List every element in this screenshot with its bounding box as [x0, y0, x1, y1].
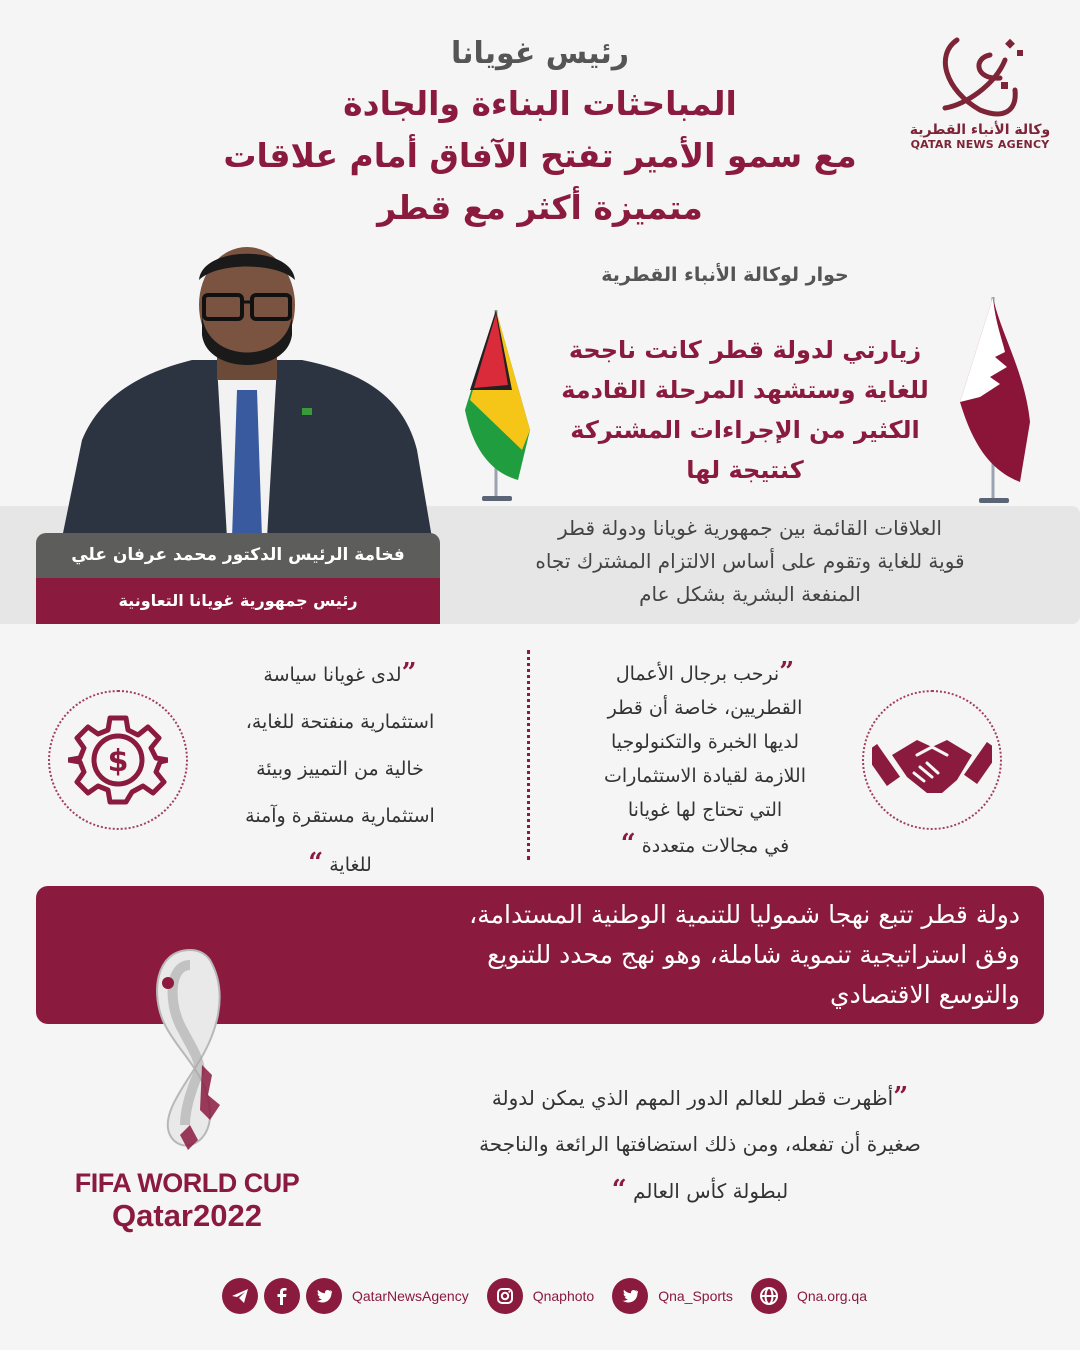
name-card [36, 533, 440, 624]
quote-line: أظهرت قطر للعالم الدور المهم الذي يمكن لدولة [491, 1086, 894, 1110]
fifa-world-cup-emblem [140, 945, 240, 1169]
business-quote [555, 655, 855, 863]
quote-close-mark: “ [620, 829, 636, 859]
quote-line: التي تحتاج لها غويانا [627, 799, 783, 821]
handshake-icon-circle [862, 690, 1002, 830]
instagram-icon[interactable] [487, 1278, 523, 1314]
twitter-icon[interactable] [612, 1278, 648, 1314]
quote-line: لديها الخبرة والتكنولوجيا [610, 731, 800, 753]
guyana-flag [460, 300, 540, 509]
quote-line: صغيرة أن تفعله، ومن ذلك استضافتها الرائعة والناجحة [479, 1132, 921, 1156]
relations-text [450, 512, 1050, 611]
gear-dollar-icon-circle [48, 690, 188, 830]
main-quote-line: زيارتي لدولة قطر كانت ناجحة [568, 336, 922, 364]
relations-line: المنفعة البشرية بشكل عام [639, 582, 861, 606]
headline-kicker: رئيس غويانا [451, 36, 629, 71]
quote-line: استثمارية منفتحة للغاية، [245, 711, 435, 733]
quote-line: للغاية [329, 854, 372, 876]
quote-open-mark: ” [401, 658, 417, 688]
facebook-icon[interactable] [264, 1278, 300, 1314]
gear-dollar-icon [68, 710, 168, 810]
qna-emblem-icon [935, 30, 1025, 120]
instagram-handle-label[interactable]: Qnaphoto [532, 1288, 595, 1304]
main-quote [545, 330, 945, 490]
telegram-icon[interactable] [222, 1278, 258, 1314]
interview-label: حوار لوكالة الأنباء القطرية [601, 264, 849, 286]
sports-handle-label[interactable]: Qna_Sports [658, 1288, 733, 1304]
headline-line-3: متميزة أكثر مع قطر [377, 188, 703, 227]
president-name: فخامة الرئيس الدكتور محمد عرفان علي [36, 533, 440, 578]
headline [180, 30, 900, 234]
investment-quote [205, 650, 475, 889]
quote-line: لبطولة كأس العالم [633, 1179, 789, 1203]
main-quote-line: الكثير من الإجراءات المشتركة [570, 416, 920, 444]
banner-line: وفق استراتيجية تنموية شاملة، وهو نهج محدد للتنويع [487, 940, 1020, 969]
svg-text:$: $ [107, 744, 129, 779]
logo-english-name: QATAR NEWS AGENCY [910, 138, 1050, 151]
quote-open-mark: ” [893, 1082, 909, 1112]
fifa-line-1: FIFA WORLD CUP [74, 1168, 300, 1198]
twitter-icon[interactable] [306, 1278, 342, 1314]
main-quote-line: كنتيجة لها [686, 456, 804, 484]
website-label[interactable]: Qna.org.qa [796, 1288, 867, 1304]
quote-line: نرحب برجال الأعمال [615, 663, 780, 685]
qna-logo [905, 30, 1055, 151]
quote-line: القطريين، خاصة أن قطر [607, 697, 803, 719]
headline-line-1: المباحثات البناءة والجادة [343, 84, 737, 123]
quote-line: اللازمة لقيادة الاستثمارات [604, 765, 806, 787]
banner-line: والتوسع الاقتصادي [830, 980, 1020, 1009]
quote-line: خالية من التمييز وبيئة [256, 758, 424, 780]
fifa-line-2: Qatar2022 [112, 1198, 262, 1233]
fifa-world-cup-wordmark [62, 1168, 312, 1234]
qatar-flag [955, 292, 1035, 511]
banner-line: دولة قطر تتبع نهجا شموليا للتنمية الوطنية المستدامة، [469, 900, 1020, 929]
relations-line: قوية للغاية وتقوم على أساس الالتزام المشترك تجاه [535, 549, 965, 573]
quote-open-mark: ” [779, 657, 795, 687]
logo-arabic-name: وكالة الأنباء القطرية [909, 122, 1051, 138]
quote-close-mark: “ [308, 848, 324, 878]
dotted-divider [527, 650, 530, 860]
globe-icon[interactable] [751, 1278, 787, 1314]
strategy-banner-text [290, 895, 1020, 1015]
handshake-icon [872, 715, 992, 805]
social-footer [222, 1277, 879, 1315]
main-quote-line: للغاية وستشهد المرحلة القادمة [561, 376, 929, 404]
quote-close-mark: “ [611, 1175, 627, 1205]
relations-line: العلاقات القائمة بين جمهورية غويانا ودولة قطر [558, 516, 942, 540]
worldcup-quote [375, 1074, 1025, 1214]
president-title: رئيس جمهورية غويانا التعاونية [36, 578, 440, 624]
headline-line-2: مع سمو الأمير تفتح الآفاق أمام علاقات [223, 136, 857, 175]
quote-line: في مجالات متعددة [641, 835, 790, 857]
quote-line: استثمارية مستقرة وآمنة [245, 805, 435, 827]
facebook-handle-label[interactable]: QatarNewsAgency [352, 1288, 469, 1304]
quote-line: لدى غويانا سياسة [263, 664, 402, 686]
president-portrait [62, 240, 432, 538]
